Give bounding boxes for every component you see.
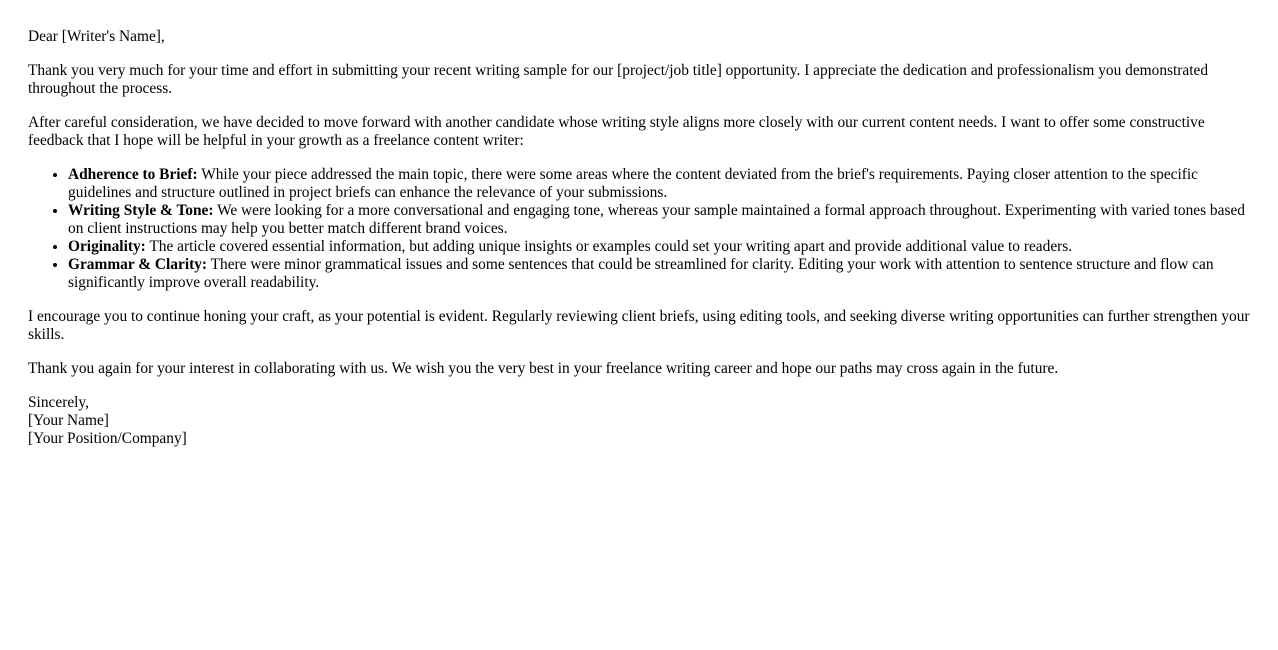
feedback-label: Writing Style & Tone: (68, 202, 214, 219)
feedback-label: Originality: (68, 238, 146, 255)
closing-paragraph: Thank you again for your interest in collaborating with us. We wish you the very best in your freelance writing career and hope our paths may cross again in the future. (28, 360, 1059, 377)
feedback-label: Adherence to Brief: (68, 166, 198, 183)
feedback-item-grammar (68, 256, 1250, 292)
encouragement-paragraph: I encourage you to continue honing your craft, as your potential is evident. Regularly reviewing client briefs, using editing tools, and seeking diverse writing opportunities can further strengthen your skills. (28, 308, 1250, 343)
feedback-list (28, 166, 1250, 292)
greeting: Dear [Writer's Name], (28, 28, 165, 45)
intro-paragraph: Thank you very much for your time and effort in submitting your recent writing sample for our [project/job title] opportunity. I appreciate the dedication and professionalism you demonstrated throughout the process. (28, 62, 1209, 97)
signature-block (28, 394, 1250, 448)
feedback-text: There were minor grammatical issues and some sentences that could be streamlined for clarity. Editing your work with attention to sentence structure and flow can significantly improve overall readability. (68, 256, 1214, 291)
signer-name: [Your Name] (28, 412, 109, 429)
signoff: Sincerely, (28, 394, 89, 411)
feedback-item-style (68, 202, 1250, 238)
feedback-text: We were looking for a more conversational and engaging tone, whereas your sample maintained a formal approach throughout. Experimenting with varied tones based on client instructions may help you better match different brand voices. (68, 202, 1245, 237)
decision-paragraph: After careful consideration, we have decided to move forward with another candidate whose writing style aligns more closely with our current content needs. I want to offer some constructive feedback that I hope will be helpful in your growth as a freelance content writer: (28, 114, 1205, 149)
feedback-text: While your piece addressed the main topic, there were some areas where the content deviated from the brief's requirements. Paying closer attention to the specific guidelines and structure outlined in project briefs can enhance the relevance of your submissions. (68, 166, 1199, 201)
feedback-label: Grammar & Clarity: (68, 256, 208, 273)
feedback-text: The article covered essential information, but adding unique insights or examples could set your writing apart and provide additional value to readers. (145, 238, 1073, 255)
feedback-item-originality (68, 238, 1250, 256)
letter-body (28, 28, 1250, 448)
feedback-item-brief (68, 166, 1250, 202)
signer-position: [Your Position/Company] (28, 430, 187, 447)
